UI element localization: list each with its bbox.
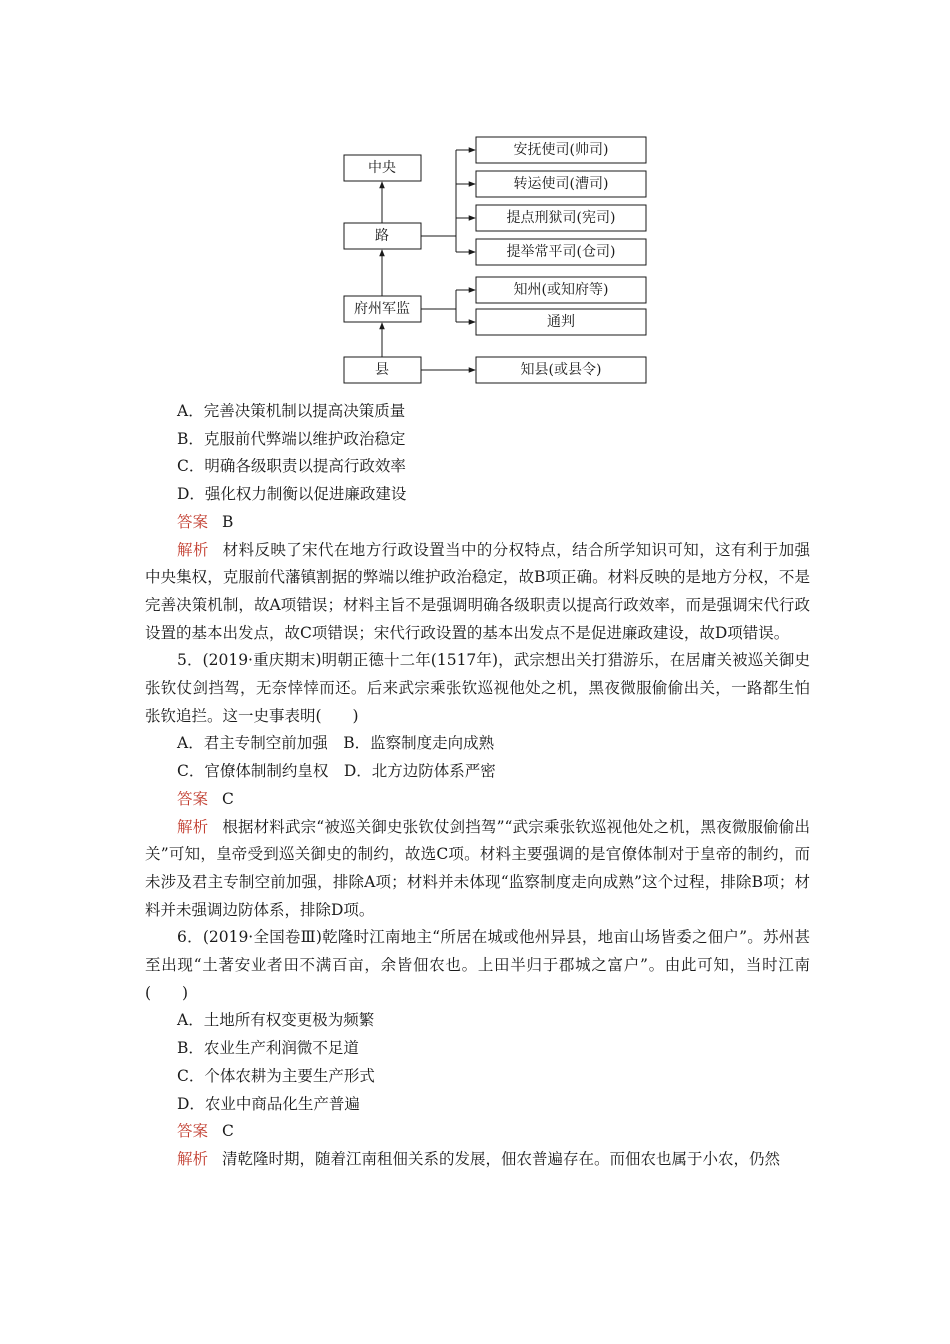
q6-option-a: A．土地所有权变更极为频繁 (177, 1011, 375, 1030)
node-zhizhou: 知州(或知府等) (513, 282, 609, 298)
node-zhixian: 知县(或县令) (520, 362, 602, 378)
q5-answer (145, 786, 810, 814)
node-zhuanyunshisi: 转运使司(漕司) (513, 176, 609, 192)
node-anfushisi: 安抚使司(帅司) (513, 142, 609, 158)
answer-value: C (222, 789, 234, 808)
q6-answer (145, 1118, 810, 1146)
analysis-text: 材料反映了宋代在地方行政设置当中的分权特点，结合所学知识可知，这有利于加强中央集权，克服前代藩镇割据的弊端以维护政治稳定，故B项正确。材料反映的是地方分权，不是完善决策机制，故A项错误；材料主旨不是强调明确各级职责以提高行政效率，而是强调宋代行政设置的基本出发点，故C项错误；宋代行政设置的基本出发点不是促进廉政建设，故D项错误。 (145, 540, 810, 642)
q4-option-d: D．强化权力制衡以促进廉政建设 (177, 485, 407, 504)
q4-option-b: B．克服前代弊端以维护政治稳定 (177, 429, 406, 448)
analysis-text: 清乾隆时期，随着江南租佃关系的发展，佃农普遍存在。而佃农也属于小农，仍然 (222, 1149, 781, 1168)
answer-value: C (222, 1122, 234, 1141)
question-content (145, 398, 810, 1174)
q4-option-a: A．完善决策机制以提高决策质量 (177, 402, 406, 420)
q4-answer (145, 509, 810, 537)
q6-option-d: D．农业中商品化生产普遍 (177, 1094, 360, 1113)
node-tongpan: 通判 (547, 314, 575, 330)
answer-label: 答案 (177, 789, 209, 808)
answer-value: B (222, 512, 234, 531)
answer-label: 答案 (177, 1122, 209, 1141)
node-zhongyang: 中央 (368, 160, 396, 176)
node-fuzhoujunjian: 府州军监 (354, 301, 410, 317)
analysis-label: 解析 (177, 540, 209, 559)
q5-analysis (145, 814, 810, 925)
q6-option-c: C．个体农耕为主要生产形式 (177, 1066, 375, 1085)
q6-option-b: B．农业生产利润微不足道 (177, 1039, 359, 1058)
node-lu: 路 (375, 228, 389, 244)
q4-analysis (145, 537, 810, 648)
answer-label: 答案 (177, 512, 209, 531)
analysis-label: 解析 (177, 1149, 209, 1168)
node-xian: 县 (375, 362, 389, 378)
analysis-label: 解析 (177, 817, 209, 836)
q5-stem: 5．(2019·重庆期末)明朝正德十二年(1517年)，武宗想出关打猎游乐，在居庸关被巡关御史张钦仗剑挡驾，无奈悻悻而还。后来武宗乘张钦巡视他处之机，黑夜微服偷偷出关，一路都生怕张钦追拦。这一史事表明( ) (145, 651, 810, 725)
administrative-diagram (0, 0, 950, 400)
node-tidianxingyusi: 提点刑狱司(宪司) (506, 210, 616, 226)
node-tijuchangpingsi: 提举常平司(仓司) (506, 244, 616, 260)
q6-analysis (145, 1146, 810, 1174)
analysis-text: 根据材料武宗“被巡关御史张钦仗剑挡驾”“武宗乘张钦巡视他处之机，黑夜微服偷偷出关”可知，皇帝受到巡关御史的制约，故选C项。材料主要强调的是官僚体制对于皇帝的制约，而未涉及君主专制空前加强，排除A项；材料并未体现“监察制度走向成熟”这个过程，排除B项；材料并未强调边防体系，排除D项。 (145, 817, 810, 919)
q5-options-row2: C．官僚体制制约皇权 D．北方边防体系严密 (177, 762, 496, 781)
q4-option-c: C．明确各级职责以提高行政效率 (177, 457, 406, 476)
q6-stem: 6．(2019·全国卷Ⅲ)乾隆时江南地主“所居在城或他州异县，地亩山场皆委之佃户”。苏州甚至出现“土著安业者田不满百亩，余皆佃农也。上田半归于郡城之富户”。由此可知，当时江南( ) (145, 928, 810, 1002)
q5-options-row1: A．君主专制空前加强 B．监察制度走向成熟 (177, 734, 495, 753)
